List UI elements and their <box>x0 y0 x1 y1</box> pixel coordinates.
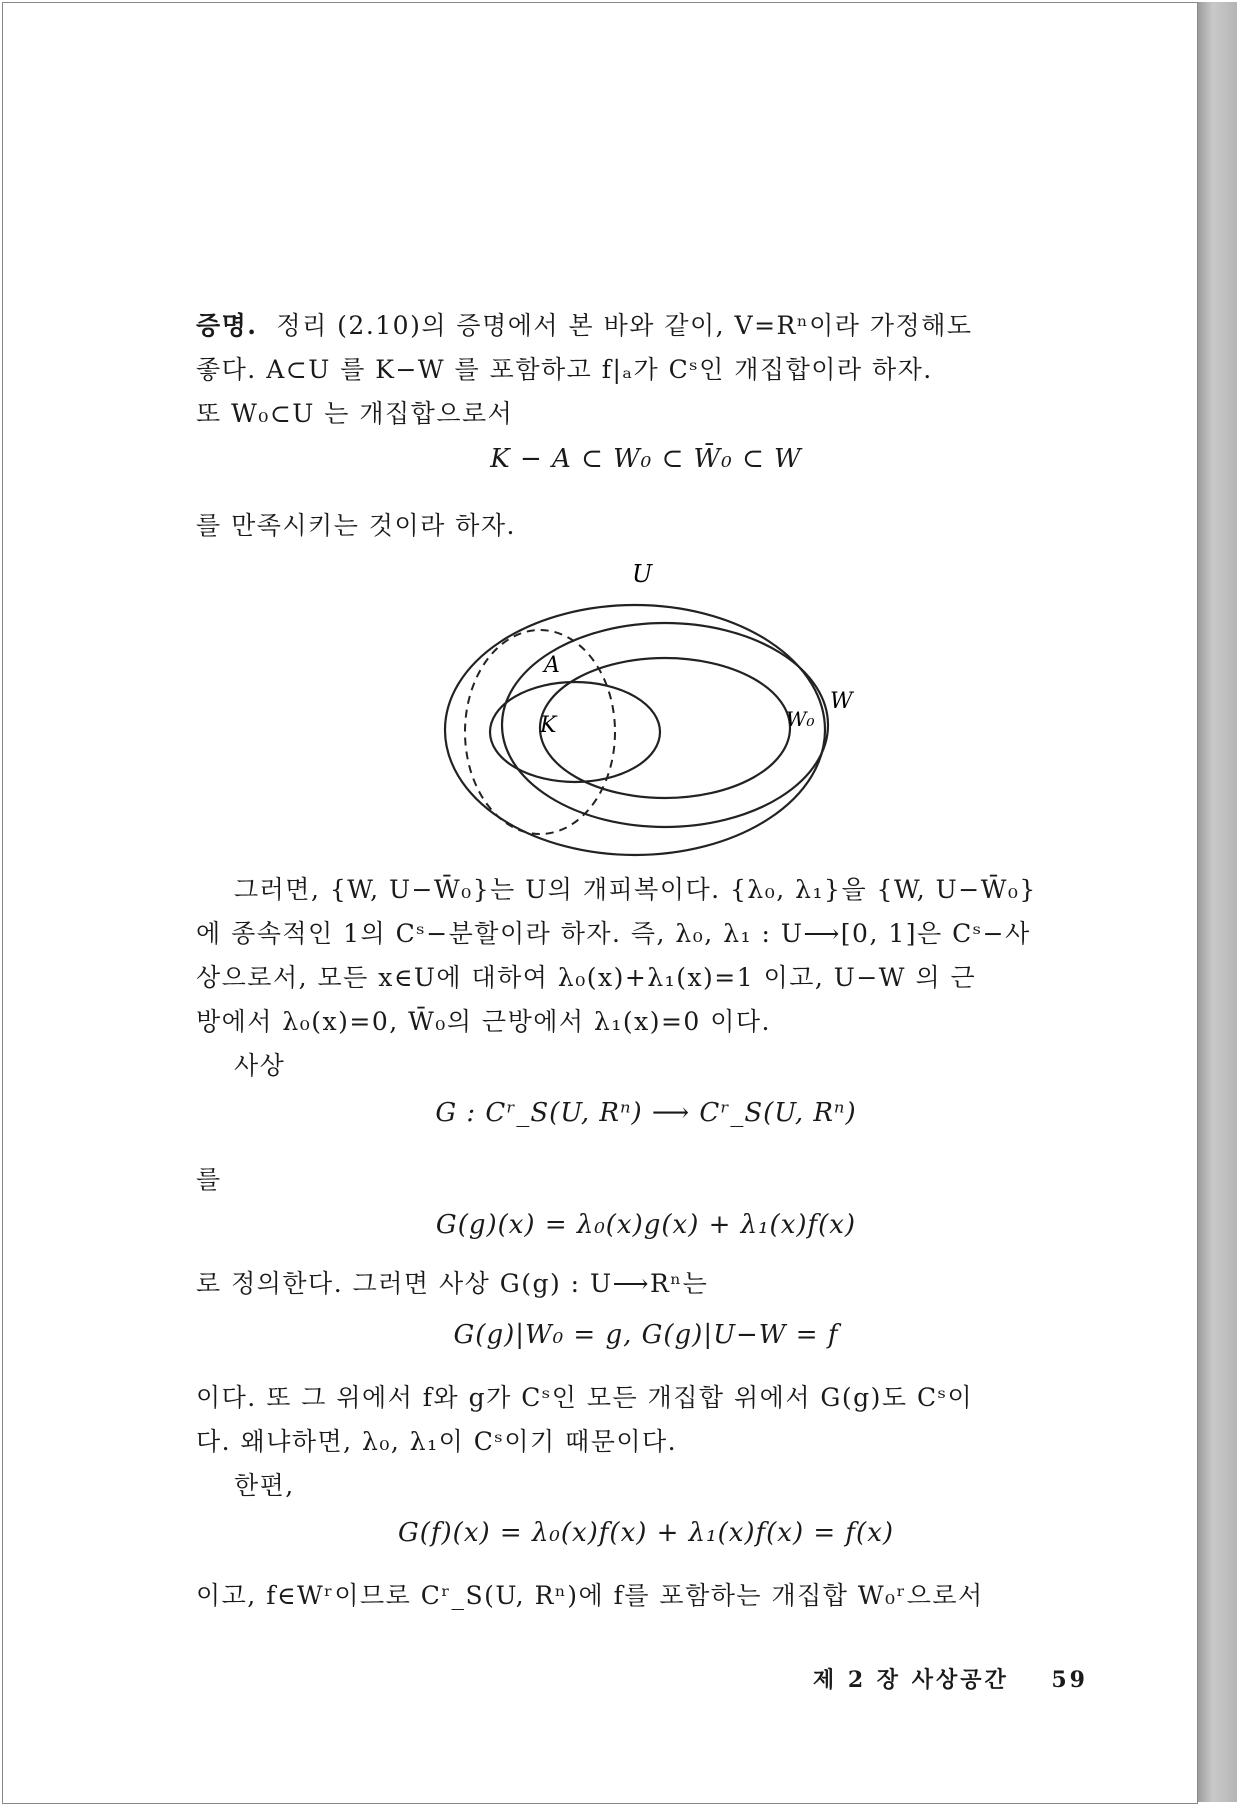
set-diagram <box>440 560 880 860</box>
proof-label: 증명. <box>196 311 258 340</box>
proof-line-3: 또 W₀⊂U 는 개집합으로서 <box>196 399 514 428</box>
set-K-ellipse <box>490 682 660 782</box>
paragraph-3 <box>196 1376 1096 1508</box>
para2-line-5: 사상 <box>234 1051 286 1080</box>
label-U: U <box>632 560 653 588</box>
para2-line-1: 그러면, {W, U−W̄₀}는 U의 개피복이다. {λ₀, λ₁}을 {W, U−W̄₀} <box>234 875 1037 904</box>
para2-line-4: 방에서 λ₀(x)=0, W̄₀의 근방에서 λ₁(x)=0 이다. <box>196 1007 771 1036</box>
proof-line-1: 증명. 정리 (2.10)의 증명에서 본 바와 같이, V=Rⁿ이라 가정해도 <box>196 311 973 340</box>
formula-G-of-f: G(f)(x) = λ₀(x)f(x) + λ₁(x)f(x) = f(x) <box>398 1518 894 1548</box>
paragraph-2 <box>196 868 1096 1088</box>
proof-paragraph <box>196 304 1096 436</box>
label-A: A <box>544 653 560 678</box>
chapter-title: 제 2 장 사상공간 <box>812 1667 1009 1693</box>
label-W: W <box>830 689 853 714</box>
formula-restrictions: G(g)|W₀ = g, G(g)|U−W = f <box>453 1320 839 1350</box>
after-formula-1: 를 만족시키는 것이라 하자. <box>196 511 516 540</box>
label-W0: W₀ <box>786 707 815 731</box>
page-number: 59 <box>1051 1667 1088 1693</box>
page-footer <box>813 1663 1088 1694</box>
para3-line-3: 한편, <box>234 1471 295 1500</box>
para2-line-2: 에 종속적인 1의 Cˢ−분할이라 하자. 즉, λ₀, λ₁ : U⟶[0, 1]은 Cˢ−사 <box>196 919 1031 948</box>
formula-map-G: G : Cʳ_S(U, Rⁿ) ⟶ Cʳ_S(U, Rⁿ) <box>435 1098 857 1128</box>
after-formula-3: 로 정의한다. 그러면 사상 G(g) : U⟶Rⁿ는 <box>196 1269 709 1298</box>
formula-inclusion: K − A ⊂ W₀ ⊂ W̄₀ ⊂ W <box>490 444 802 474</box>
after-formula-2: 를 <box>196 1165 222 1194</box>
proof-line-2: 좋다. A⊂U 를 K−W 를 포함하고 f|ₐ가 Cˢ인 개집합이라 하자. <box>196 355 933 384</box>
last-line: 이고, f∈Wʳ이므로 Cʳ_S(U, Rⁿ)에 f를 포함하는 개집합 W₀ʳ으로서 <box>196 1581 984 1610</box>
label-K: K <box>540 713 557 738</box>
formula-G-definition: G(g)(x) = λ₀(x)g(x) + λ₁(x)f(x) <box>435 1210 857 1240</box>
set-W0-ellipse <box>540 658 790 798</box>
para3-line-1: 이다. 또 그 위에서 f와 g가 Cˢ인 모든 개집합 위에서 G(g)도 Cˢ이 <box>196 1383 974 1412</box>
book-page-edge <box>1196 2 1237 1802</box>
para3-line-2: 다. 왜냐하면, λ₀, λ₁이 Cˢ이기 때문이다. <box>196 1427 678 1456</box>
para2-line-3: 상으로서, 모든 x∈U에 대하여 λ₀(x)+λ₁(x)=1 이고, U−W 의 근 <box>196 963 977 992</box>
